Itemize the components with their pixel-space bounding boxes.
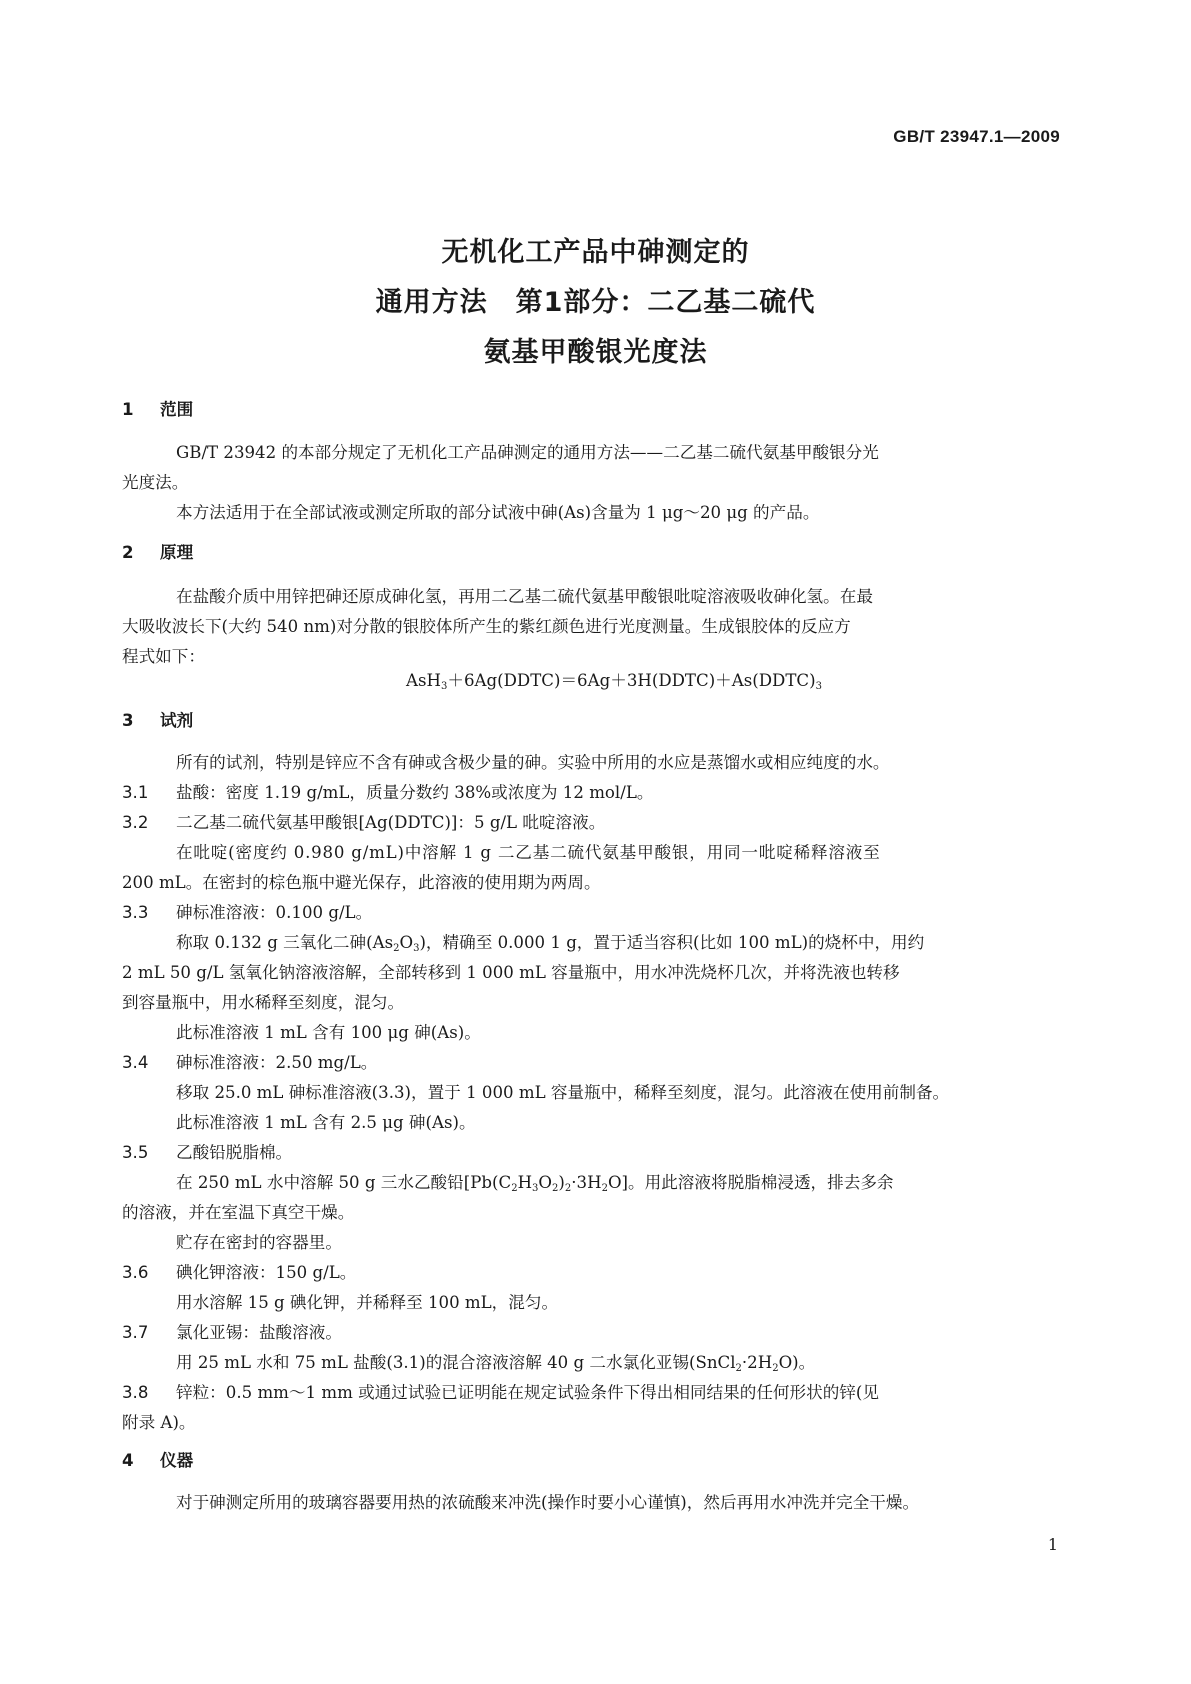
clause-3-4: 3.4 砷标准溶液：2.50 mg/L。 — [122, 1053, 378, 1072]
paragraph-line: 在吡啶(密度约 0.980 g/mL)中溶解 1 g 二乙基二硫代氨基甲酸银，用同一吡啶稀释溶液至 — [176, 843, 881, 862]
clause-3-6: 3.6 碘化钾溶液：150 g/L。 — [122, 1263, 357, 1282]
section-title: 仪器 — [160, 1451, 194, 1470]
clause-3-7: 3.7 氯化亚锡：盐酸溶液。 — [122, 1323, 342, 1342]
paragraph-line: 程式如下： — [122, 647, 205, 666]
paragraph: 所有的试剂，特别是锌应不含有砷或含极少量的砷。实验中所用的水应是蒸馏水或相应纯度的水。 — [176, 753, 890, 772]
title-line-3: 氨基甲酸银光度法 — [483, 337, 708, 368]
clause-3-3: 3.3 砷标准溶液：0.100 g/L。 — [122, 903, 373, 922]
clause-3-2: 3.2 二乙基二硫代氨基甲酸银[Ag(DDTC)]：5 g/L 吡啶溶液。 — [122, 813, 606, 832]
paragraph: 此标准溶液 1 mL 含有 2.5 μg 砷(As)。 — [176, 1113, 476, 1132]
paragraph: 移取 25.0 mL 砷标准溶液(3.3)，置于 1 000 mL 容量瓶中，稀释至刻度，混匀。此溶液在使用前制备。 — [176, 1083, 950, 1102]
section-number: 2 — [122, 543, 134, 562]
paragraph: 用水溶解 15 g 碘化钾，并稀释至 100 mL，混匀。 — [176, 1293, 559, 1312]
paragraph-line: GB/T 23942 的本部分规定了无机化工产品砷测定的通用方法——二乙基二硫代氨基甲酸银分光 — [176, 443, 879, 462]
title-line-2: 通用方法 第1部分：二乙基二硫代 — [375, 287, 816, 318]
clause-3-5: 3.5 乙酸铅脱脂棉。 — [122, 1143, 293, 1162]
section-number: 3 — [122, 711, 134, 730]
paragraph: 本方法适用于在全部试液或测定所取的部分试液中砷(As)含量为 1 μg～20 μg 的产品。 — [176, 503, 820, 522]
paragraph-line: 到容量瓶中，用水稀释至刻度，混匀。 — [122, 993, 405, 1012]
section-title: 范围 — [160, 400, 194, 419]
paragraph: 用 25 mL 水和 75 mL 盐酸(3.1)的混合溶液溶解 40 g 二水氯化亚锡$(SnCl_2\cdot 2H_2O)$。 — [176, 1353, 816, 1374]
paragraph-line: 的溶液，并在室温下真空干燥。 — [122, 1203, 355, 1222]
document-body — [122, 398, 1066, 1518]
paragraph-line: 2 mL 50 g/L 氢氧化钠溶液溶解，全部转移到 1 000 mL 容量瓶中，用水冲洗烧杯几次，并将洗液也转移 — [122, 963, 900, 982]
reaction-equation: $AsH_3+6Ag(DDTC)=6Ag+3H(DDTC)+As(DDTC)_3$ — [406, 671, 822, 692]
clause-3-1: 3.1 盐酸：密度 1.19 g/mL，质量分数约 38%或浓度为 12 mol/L。 — [122, 783, 654, 802]
paragraph-line: 附录 A)。 — [122, 1413, 196, 1432]
section-4-heading — [122, 1446, 1066, 1476]
document-title — [0, 228, 1191, 378]
standard-number: GB/T 23947.1—2009 — [893, 127, 1060, 146]
paragraph-line: 大吸收波长下(大约 540 nm)对分散的银胶体所产生的紫红颜色进行光度测量。生成银胶体的反应方 — [122, 617, 851, 636]
section-title: 试剂 — [160, 711, 194, 730]
section-number: 1 — [122, 400, 134, 419]
section-number: 4 — [122, 1451, 134, 1470]
paragraph: 此标准溶液 1 mL 含有 100 μg 砷(As)。 — [176, 1023, 481, 1042]
paragraph-line: 200 mL。在密封的棕色瓶中避光保存，此溶液的使用期为两周。 — [122, 873, 601, 892]
section-3-heading — [122, 706, 1066, 736]
paragraph-line: 光度法。 — [122, 473, 189, 492]
paragraph: 贮存在密封的容器里。 — [176, 1233, 342, 1252]
paragraph: 对于砷测定所用的玻璃容器要用热的浓硫酸来冲洗(操作时要小心谨慎)，然后再用水冲洗并完全干燥。 — [176, 1493, 920, 1512]
section-title: 原理 — [160, 543, 194, 562]
clause-3-8: 3.8 锌粒：0.5 mm～1 mm 或通过试验已证明能在规定试验条件下得出相同结果的任何形状的锌(见 — [122, 1383, 879, 1402]
section-2-heading — [122, 538, 1066, 568]
paragraph-line: 称取 0.132 g 三氧化二砷$(As_2O_3)$，精确至 0.000 1 g，置于适当容积(比如 100 mL)的烧杯中，用约 — [176, 933, 925, 954]
title-line-1: 无机化工产品中砷测定的 — [441, 237, 750, 268]
paragraph-line: 在 250 mL 水中溶解 50 g 三水乙酸铅$[Pb(C_2H_3O_2)_2\cdot 3H_2O]$。用此溶液将脱脂棉浸透，排去多余 — [176, 1173, 894, 1194]
page-number: 1 — [1047, 1535, 1058, 1554]
section-1-heading — [122, 398, 1066, 422]
paragraph-line: 在盐酸介质中用锌把砷还原成砷化氢，再用二乙基二硫代氨基甲酸银吡啶溶液吸收砷化氢。在最 — [176, 587, 873, 606]
